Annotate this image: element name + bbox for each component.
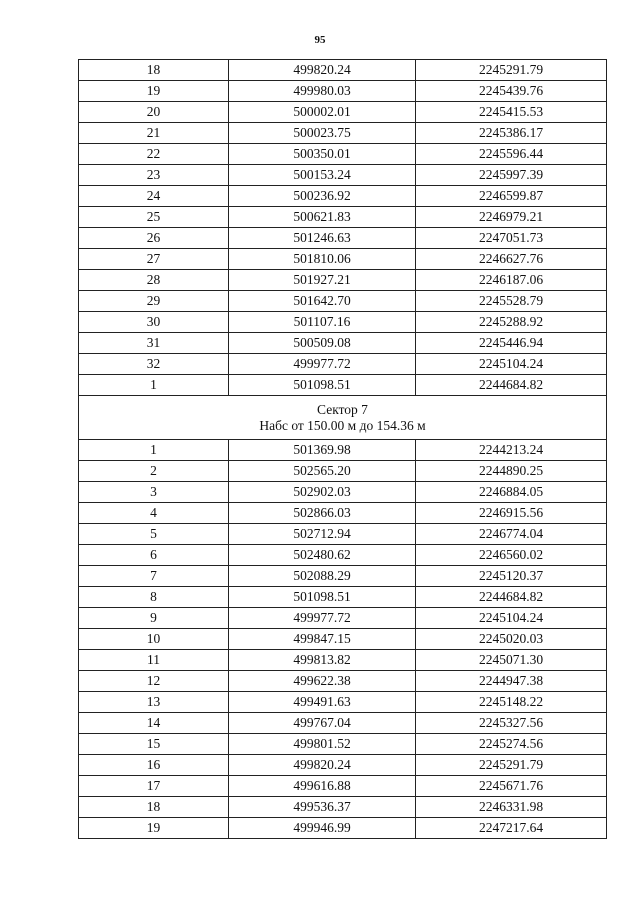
table-row	[79, 818, 607, 839]
point-number-cell: 3	[79, 482, 229, 503]
x-coordinate-cell: 502902.03	[229, 482, 416, 503]
x-coordinate-cell: 501642.70	[229, 291, 416, 312]
table-row	[79, 165, 607, 186]
x-coordinate-cell: 499980.03	[229, 81, 416, 102]
x-coordinate-cell: 502088.29	[229, 566, 416, 587]
point-number-cell: 21	[79, 123, 229, 144]
table-row	[79, 755, 607, 776]
y-coordinate-cell: 2245274.56	[416, 734, 607, 755]
point-number-cell: 5	[79, 524, 229, 545]
x-coordinate-cell: 501098.51	[229, 375, 416, 396]
x-coordinate-cell: 502565.20	[229, 461, 416, 482]
y-coordinate-cell: 2245288.92	[416, 312, 607, 333]
y-coordinate-cell: 2245446.94	[416, 333, 607, 354]
sector-subtitle: Набс от 150.00 м до 154.36 м	[259, 417, 426, 433]
x-coordinate-cell: 501107.16	[229, 312, 416, 333]
y-coordinate-cell: 2245120.37	[416, 566, 607, 587]
table-body-after-sector	[79, 440, 607, 839]
y-coordinate-cell: 2245997.39	[416, 165, 607, 186]
page-number: 95	[314, 34, 326, 46]
table-row	[79, 249, 607, 270]
point-number-cell: 31	[79, 333, 229, 354]
x-coordinate-cell: 500002.01	[229, 102, 416, 123]
table-row	[79, 60, 607, 81]
y-coordinate-cell: 2246774.04	[416, 524, 607, 545]
y-coordinate-cell: 2245291.79	[416, 60, 607, 81]
x-coordinate-cell: 499977.72	[229, 608, 416, 629]
y-coordinate-cell: 2245415.53	[416, 102, 607, 123]
point-number-cell: 30	[79, 312, 229, 333]
y-coordinate-cell: 2245327.56	[416, 713, 607, 734]
table-row	[79, 545, 607, 566]
table-row	[79, 629, 607, 650]
table-row	[79, 270, 607, 291]
x-coordinate-cell: 499767.04	[229, 713, 416, 734]
table-row	[79, 461, 607, 482]
y-coordinate-cell: 2245071.30	[416, 650, 607, 671]
y-coordinate-cell: 2245104.24	[416, 608, 607, 629]
point-number-cell: 6	[79, 545, 229, 566]
x-coordinate-cell: 500350.01	[229, 144, 416, 165]
x-coordinate-cell: 500621.83	[229, 207, 416, 228]
table-row	[79, 713, 607, 734]
x-coordinate-cell: 501246.63	[229, 228, 416, 249]
y-coordinate-cell: 2246599.87	[416, 186, 607, 207]
sector-header-section	[79, 396, 607, 440]
point-number-cell: 15	[79, 734, 229, 755]
table-row	[79, 228, 607, 249]
point-number-cell: 25	[79, 207, 229, 228]
x-coordinate-cell: 502866.03	[229, 503, 416, 524]
x-coordinate-cell: 499801.52	[229, 734, 416, 755]
point-number-cell: 19	[79, 818, 229, 839]
y-coordinate-cell: 2247217.64	[416, 818, 607, 839]
x-coordinate-cell: 502712.94	[229, 524, 416, 545]
point-number-cell: 1	[79, 375, 229, 396]
y-coordinate-cell: 2245148.22	[416, 692, 607, 713]
point-number-cell: 18	[79, 60, 229, 81]
x-coordinate-cell: 502480.62	[229, 545, 416, 566]
table-row	[79, 207, 607, 228]
table-row	[79, 186, 607, 207]
table-row	[79, 81, 607, 102]
point-number-cell: 28	[79, 270, 229, 291]
table-row	[79, 375, 607, 396]
point-number-cell: 22	[79, 144, 229, 165]
table-row	[79, 144, 607, 165]
x-coordinate-cell: 500509.08	[229, 333, 416, 354]
table-row	[79, 776, 607, 797]
y-coordinate-cell: 2246187.06	[416, 270, 607, 291]
table-row	[79, 503, 607, 524]
point-number-cell: 1	[79, 440, 229, 461]
point-number-cell: 26	[79, 228, 229, 249]
y-coordinate-cell: 2245439.76	[416, 81, 607, 102]
y-coordinate-cell: 2246884.05	[416, 482, 607, 503]
point-number-cell: 10	[79, 629, 229, 650]
table-row	[79, 312, 607, 333]
x-coordinate-cell: 499847.15	[229, 629, 416, 650]
coordinates-table	[78, 59, 607, 839]
x-coordinate-cell: 499622.38	[229, 671, 416, 692]
point-number-cell: 4	[79, 503, 229, 524]
point-number-cell: 32	[79, 354, 229, 375]
sector-header-row	[79, 396, 607, 440]
table-row	[79, 482, 607, 503]
x-coordinate-cell: 499820.24	[229, 755, 416, 776]
table-row	[79, 608, 607, 629]
table-row	[79, 354, 607, 375]
y-coordinate-cell: 2245104.24	[416, 354, 607, 375]
point-number-cell: 23	[79, 165, 229, 186]
point-number-cell: 9	[79, 608, 229, 629]
y-coordinate-cell: 2245596.44	[416, 144, 607, 165]
point-number-cell: 8	[79, 587, 229, 608]
point-number-cell: 27	[79, 249, 229, 270]
point-number-cell: 11	[79, 650, 229, 671]
point-number-cell: 7	[79, 566, 229, 587]
table-row	[79, 566, 607, 587]
table-row	[79, 734, 607, 755]
table-row	[79, 102, 607, 123]
point-number-cell: 24	[79, 186, 229, 207]
y-coordinate-cell: 2246979.21	[416, 207, 607, 228]
y-coordinate-cell: 2245528.79	[416, 291, 607, 312]
x-coordinate-cell: 500153.24	[229, 165, 416, 186]
point-number-cell: 17	[79, 776, 229, 797]
table-body-before-sector	[79, 60, 607, 396]
x-coordinate-cell: 499616.88	[229, 776, 416, 797]
x-coordinate-cell: 499977.72	[229, 354, 416, 375]
sector-header-cell	[79, 396, 607, 440]
point-number-cell: 14	[79, 713, 229, 734]
point-number-cell: 20	[79, 102, 229, 123]
table-row	[79, 440, 607, 461]
y-coordinate-cell: 2247051.73	[416, 228, 607, 249]
y-coordinate-cell: 2246915.56	[416, 503, 607, 524]
table-row	[79, 650, 607, 671]
table-row	[79, 671, 607, 692]
point-number-cell: 29	[79, 291, 229, 312]
point-number-cell: 16	[79, 755, 229, 776]
x-coordinate-cell: 501369.98	[229, 440, 416, 461]
point-number-cell: 12	[79, 671, 229, 692]
sector-title: Сектор 7	[317, 401, 368, 417]
x-coordinate-cell: 499820.24	[229, 60, 416, 81]
table-row	[79, 333, 607, 354]
y-coordinate-cell: 2246331.98	[416, 797, 607, 818]
y-coordinate-cell: 2245020.03	[416, 629, 607, 650]
table-row	[79, 587, 607, 608]
x-coordinate-cell: 500023.75	[229, 123, 416, 144]
x-coordinate-cell: 499536.37	[229, 797, 416, 818]
y-coordinate-cell: 2245386.17	[416, 123, 607, 144]
y-coordinate-cell: 2245671.76	[416, 776, 607, 797]
x-coordinate-cell: 500236.92	[229, 186, 416, 207]
y-coordinate-cell: 2245291.79	[416, 755, 607, 776]
table-row	[79, 291, 607, 312]
table-row	[79, 123, 607, 144]
point-number-cell: 13	[79, 692, 229, 713]
y-coordinate-cell: 2244684.82	[416, 375, 607, 396]
point-number-cell: 19	[79, 81, 229, 102]
x-coordinate-cell: 499813.82	[229, 650, 416, 671]
x-coordinate-cell: 501098.51	[229, 587, 416, 608]
table-row	[79, 692, 607, 713]
y-coordinate-cell: 2244213.24	[416, 440, 607, 461]
point-number-cell: 18	[79, 797, 229, 818]
y-coordinate-cell: 2246560.02	[416, 545, 607, 566]
y-coordinate-cell: 2246627.76	[416, 249, 607, 270]
y-coordinate-cell: 2244947.38	[416, 671, 607, 692]
table-row	[79, 797, 607, 818]
y-coordinate-cell: 2244890.25	[416, 461, 607, 482]
x-coordinate-cell: 501927.21	[229, 270, 416, 291]
x-coordinate-cell: 499491.63	[229, 692, 416, 713]
x-coordinate-cell: 499946.99	[229, 818, 416, 839]
table-row	[79, 524, 607, 545]
y-coordinate-cell: 2244684.82	[416, 587, 607, 608]
x-coordinate-cell: 501810.06	[229, 249, 416, 270]
point-number-cell: 2	[79, 461, 229, 482]
